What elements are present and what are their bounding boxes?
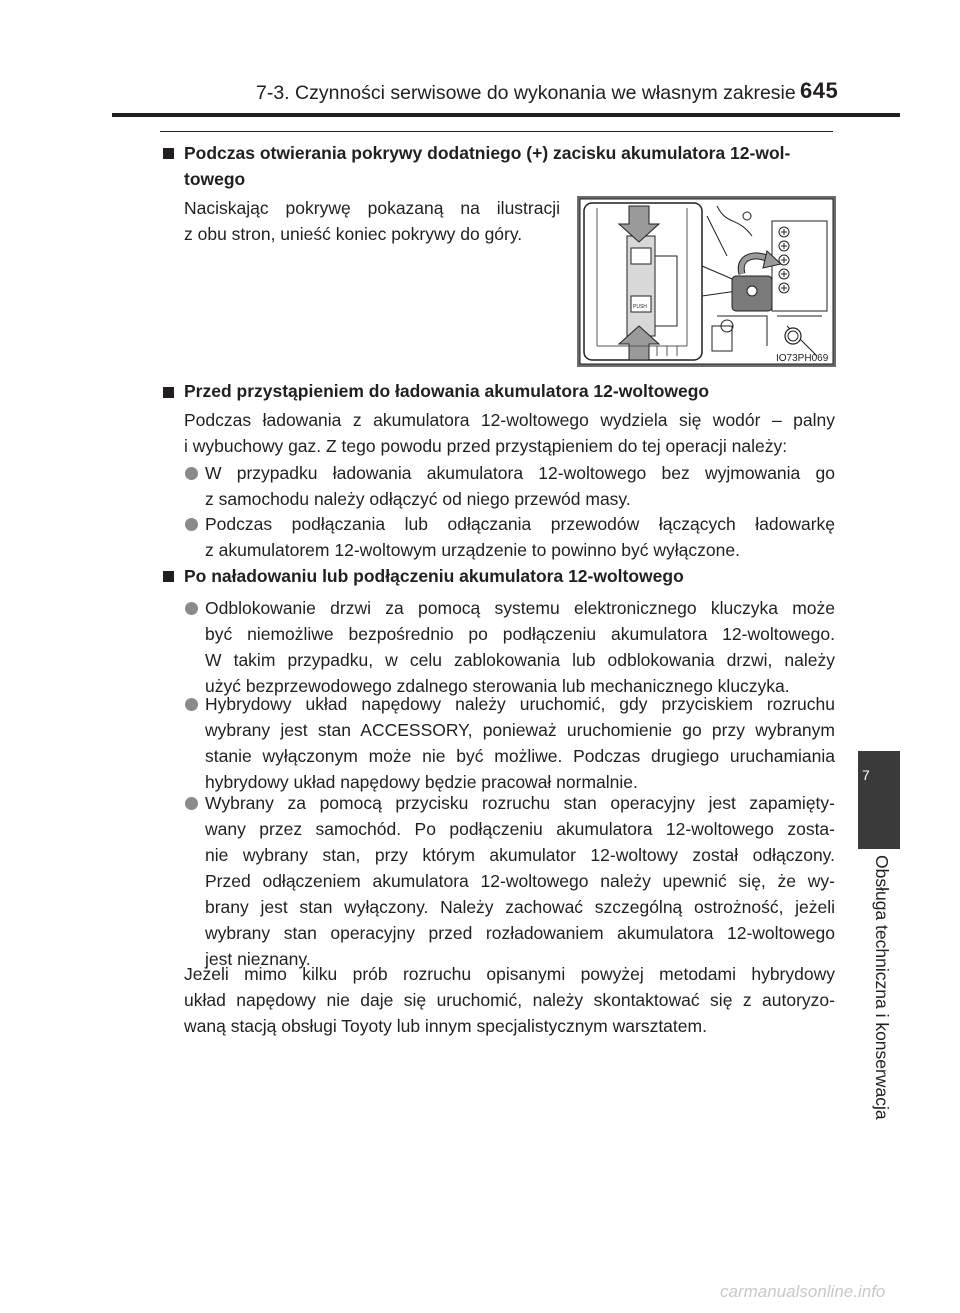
bullet-line: użyć bezprzewodowego zdalnego sterowania lub mechanicznego kluczyka. <box>205 676 790 696</box>
header-rule <box>112 113 900 117</box>
section-1-body-line: z obu stron, unieść koniec pokrywy do góry. <box>184 224 523 244</box>
section-3-bullet <box>205 595 835 699</box>
section-marker-icon <box>163 571 174 582</box>
bullet-line: Podczas podłączania lub odłączania przewodów łączących ładowarkę <box>205 514 835 534</box>
section-1-title-line: towego <box>184 169 246 189</box>
bullet-line: Hybrydowy układ napędowy należy uruchomić, gdy przyciskiem rozruchu <box>205 694 835 714</box>
bullet-line: być niemożliwe bezpośrednio po podłączeniu akumulatora 12-woltowego. <box>205 624 835 644</box>
section-marker-icon <box>163 387 174 398</box>
bullet-dot-icon <box>185 698 198 711</box>
bullet-line: Wybrany za pomocą przycisku rozruchu stan operacyjny jest zapamięty- <box>205 793 835 813</box>
chapter-title-vertical: Obsługa techniczna i konserwacja <box>872 855 892 1120</box>
chapter-number: 7 <box>862 767 870 783</box>
bullet-line: brany jest stan wyłączony. Należy zachować szczególną ostrożność, jeżeli <box>205 897 835 917</box>
section-marker-icon <box>163 148 174 159</box>
section-2-body-line: i wybuchowy gaz. Z tego powodu przed przystąpieniem do tej operacji należy: <box>184 436 788 456</box>
section-1-body-line: Naciskając pokrywę pokazaną na ilustracji <box>184 198 560 218</box>
section-2-title: Przed przystąpieniem do ładowania akumulatora 12-woltowego <box>184 381 710 401</box>
bullet-line: hybrydowy układ napędowy będzie pracował normalnie. <box>205 772 638 792</box>
bullet-line: jest nieznany. <box>205 949 311 969</box>
bullet-line: wany przez samochód. Po podłączeniu akumulatora 12-woltowego zosta- <box>205 819 835 839</box>
running-header-title: 7-3. Czynności serwisowe do wykonania we własnym zakresie <box>256 82 796 104</box>
battery-illustration-svg <box>577 196 836 367</box>
section-1-title <box>184 140 834 192</box>
section-2-bullet <box>205 511 835 563</box>
bullet-line: W przypadku ładowania akumulatora 12-woltowego bez wyjmowania go <box>205 463 835 483</box>
section-top-rule <box>160 131 833 132</box>
closing-paragraph <box>184 961 835 1039</box>
section-1-body <box>184 195 560 247</box>
bullet-line: Odblokowanie drzwi za pomocą systemu elektronicznego kluczyka może <box>205 598 835 618</box>
section-2-bullet <box>205 460 835 512</box>
section-2-body-line: Podczas ładowania z akumulatora 12-woltowego wydziela się wodór – palny <box>184 410 835 430</box>
chapter-tab <box>858 751 900 849</box>
bullet-line: z akumulatorem 12-woltowym urządzenie to powinno być wyłączone. <box>205 540 740 560</box>
bullet-dot-icon <box>185 467 198 480</box>
push-label: PUSH <box>633 304 647 310</box>
bullet-dot-icon <box>185 797 198 810</box>
section-3-title: Po naładowaniu lub podłączeniu akumulatora 12-woltowego <box>184 566 684 586</box>
bullet-line: W takim przypadku, w celu zablokowania lub odblokowania drzwi, należy <box>205 650 835 670</box>
bullet-dot-icon <box>185 602 198 615</box>
closing-line: waną stacją obsługi Toyoty lub innym specjalistycznym warsztatem. <box>184 1016 707 1036</box>
section-2-body <box>184 407 835 459</box>
bullet-line: wybrany jest stan ACCESSORY, ponieważ uruchomienie go przy wybranym <box>205 720 835 740</box>
bullet-line: nie wybrany stan, przy którym akumulator 12-woltowy został odłączony. <box>205 845 835 865</box>
section-3-bullet <box>205 790 835 972</box>
section-1-title-line: Podczas otwierania pokrywy dodatniego (+) zacisku akumulatora 12-wol- <box>184 143 791 163</box>
bullet-dot-icon <box>185 518 198 531</box>
section-3-bullet <box>205 691 835 795</box>
closing-line: układ napędowy nie daje się uruchomić, należy skontaktować się z autoryzo- <box>184 990 835 1010</box>
page-number: 645 <box>800 78 839 103</box>
watermark: carmanualsonline.info <box>720 1282 886 1301</box>
bullet-line: wybrany stan operacyjny przed rozładowaniem akumulatora 12-woltowego <box>205 923 835 943</box>
bullet-line: Przed odłączeniem akumulatora 12-woltowego należy upewnić się, że wy- <box>205 871 835 891</box>
bullet-line: stanie wyłączonym może nie być możliwe. Podczas drugiego uruchamiania <box>205 746 835 766</box>
battery-cover-illustration <box>577 196 836 367</box>
closing-line: Jeżeli mimo kilku prób rozruchu opisanymi powyżej metodami hybrydowy <box>184 964 835 984</box>
bullet-line: z samochodu należy odłączyć od niego przewód masy. <box>205 489 631 509</box>
figure-code: IO73PH069 <box>776 353 829 364</box>
